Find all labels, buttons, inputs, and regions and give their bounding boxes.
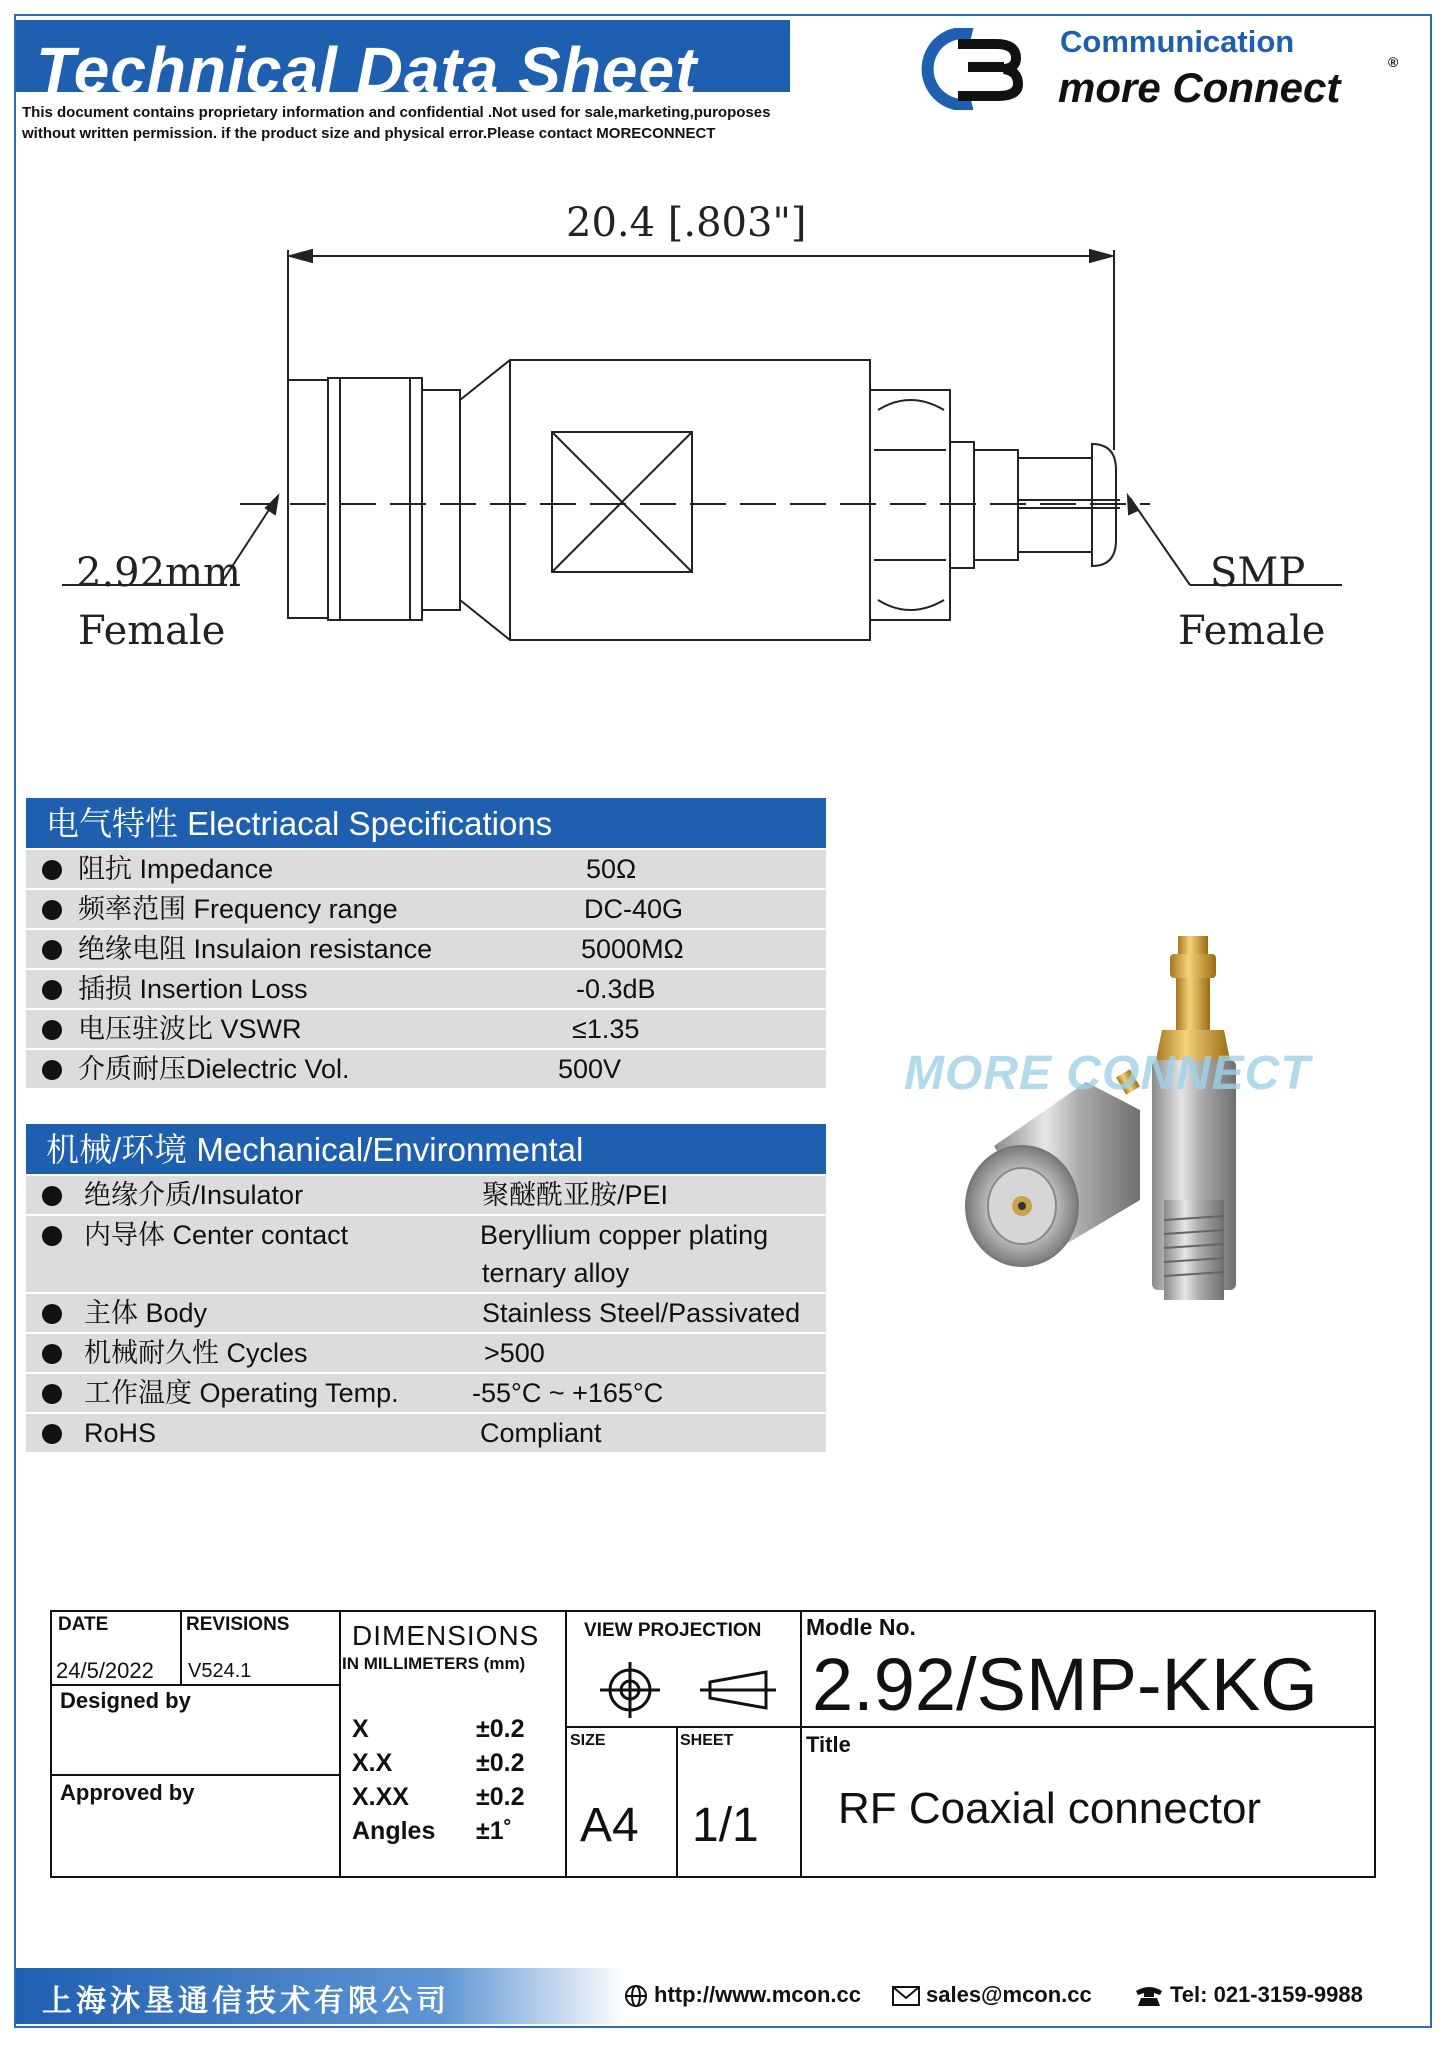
spec-value: -55°C ~ +165°C [472, 1378, 664, 1408]
spec-value: 5000MΩ [581, 934, 684, 964]
bullet-icon [42, 900, 62, 920]
tolerance-value: ±0.2 [476, 1715, 525, 1743]
revisions-label: REVISIONS [186, 1614, 290, 1635]
revisions-value: V524.1 [188, 1660, 252, 1682]
spec-row [26, 850, 826, 888]
overall-length-dimension: 20.4 [.803"] [566, 200, 807, 246]
product-photo [890, 900, 1360, 1330]
bullet-icon [42, 1344, 62, 1364]
watermark: MORE CONNECT [904, 1047, 1311, 1100]
spec-value: Beryllium copper plating [480, 1220, 769, 1250]
left-connector-type: 2.92mm [76, 550, 241, 596]
designed-by-label: Designed by [60, 1688, 191, 1713]
spec-label: 机械耐久性 Cycles [84, 1338, 308, 1368]
sheet-label: SHEET [680, 1732, 734, 1749]
tolerance-key: Angles [352, 1817, 436, 1845]
footer [16, 1968, 1430, 2024]
bullet-icon [42, 1060, 62, 1080]
right-connector-gender: Female [1178, 608, 1326, 654]
bullet-icon [42, 860, 62, 880]
spec-row [26, 1374, 826, 1412]
phone-number [1134, 1982, 1363, 2008]
spec-row [26, 1216, 826, 1292]
spec-label: 电压驻波比 VSWR [78, 1014, 302, 1044]
spec-label: 绝缘电阻 Insulaion resistance [78, 934, 433, 964]
bullet-icon [42, 980, 62, 1000]
spec-value: 50Ω [586, 854, 637, 884]
model-label: Modle No. [806, 1614, 916, 1640]
disclaimer-line-1: This document contains proprietary information and confidential .Not used for sale,marketing,puroposes [22, 104, 771, 121]
spec-label: 绝缘介质/Insulator [84, 1180, 304, 1210]
disclaimer [22, 102, 770, 144]
model-number: 2.92/SMP-KKG [812, 1643, 1318, 1726]
electrical-heading: 电气特性 Electriacal Specifications [26, 798, 826, 848]
bullet-icon [42, 1384, 62, 1404]
spec-label: 频率范围 Frequency range [78, 894, 398, 924]
approved-by-label: Approved by [60, 1780, 195, 1805]
company-name: 上海沐垦通信技术有限公司 [42, 1985, 450, 2018]
spec-value: 聚醚酰亚胺/PEI [482, 1180, 669, 1210]
disclaimer-line-2: without written permission. if the product size and physical error.Please contact MORECONNECT [22, 125, 716, 142]
left-connector-gender: Female [78, 608, 226, 654]
spec-label: 阻抗 Impedance [78, 854, 274, 884]
right-connector-type: SMP [1210, 550, 1306, 596]
spec-row [26, 1176, 826, 1214]
phone-icon [1134, 1985, 1164, 2007]
title-value: RF Coaxial connector [838, 1784, 1262, 1833]
title-band [16, 20, 790, 106]
tolerance-keys [352, 1712, 435, 1848]
electrical-spec-table [26, 798, 826, 1088]
mc-logo-icon [918, 28, 1024, 110]
mechanical-heading: 机械/环境 Mechanical/Environmental [26, 1124, 826, 1174]
bullet-icon [42, 1424, 62, 1444]
third-angle-projection-icon [582, 1656, 782, 1720]
bullet-icon [42, 940, 62, 960]
bullet-icon [42, 1186, 62, 1206]
website-text[interactable]: http://www.mcon.cc [654, 1982, 861, 2007]
title-label: Title [806, 1732, 851, 1757]
mechanical-spec-table [26, 1124, 826, 1452]
spec-row [26, 970, 826, 1008]
tolerance-value: ±1˚ [476, 1817, 512, 1845]
spec-label: 插损 Insertion Loss [78, 974, 308, 1004]
tolerance-values [476, 1712, 524, 1848]
spec-row [26, 890, 826, 928]
tolerance-key: X [352, 1715, 369, 1743]
spec-value: 500V [558, 1054, 622, 1084]
bullet-icon [42, 1020, 62, 1040]
brand-line-2: more Connect [1058, 64, 1341, 111]
footer-band [16, 1968, 626, 2024]
dimensions-unit: IN MILLIMETERS (mm) [342, 1654, 526, 1673]
spec-label: 主体 Body [84, 1298, 208, 1328]
spec-row [26, 1414, 826, 1452]
size-label: SIZE [570, 1732, 606, 1749]
sheet-value: 1/1 [692, 1799, 759, 1852]
email-link[interactable] [892, 1982, 1092, 2008]
email-text[interactable]: sales@mcon.cc [926, 1982, 1092, 2007]
spec-row [26, 1334, 826, 1372]
spec-value: -0.3dB [576, 974, 656, 1004]
bullet-icon [42, 1304, 62, 1324]
spec-label: 介质耐压Dielectric Vol. [78, 1054, 350, 1084]
tolerance-value: ±0.2 [476, 1783, 525, 1811]
spec-value: ≤1.35 [572, 1014, 640, 1044]
spec-value: >500 [484, 1338, 545, 1368]
spec-label: 工作温度 Operating Temp. [84, 1378, 399, 1408]
spec-value: Compliant [480, 1418, 602, 1448]
spec-row [26, 1294, 826, 1332]
phone-text: Tel: 021-3159-9988 [1170, 1982, 1363, 2007]
view-projection-label: VIEW PROJECTION [584, 1620, 762, 1641]
document-title: Technical Data Sheet [36, 34, 698, 106]
tolerance-key: X.X [352, 1749, 393, 1777]
date-value: 24/5/2022 [56, 1658, 154, 1683]
spec-row [26, 1050, 826, 1088]
spec-value: DC-40G [584, 894, 684, 924]
tolerance-value: ±0.2 [476, 1749, 525, 1777]
bullet-icon [42, 1226, 62, 1246]
tolerance-key: X.XX [352, 1783, 409, 1811]
spec-row [26, 1010, 826, 1048]
globe-icon [624, 1984, 648, 2008]
mail-icon [892, 1985, 920, 2007]
dimensions-label: DIMENSIONS [352, 1620, 540, 1651]
spec-value: ternary alloy [482, 1258, 630, 1288]
spec-value: Stainless Steel/Passivated [482, 1298, 801, 1328]
spec-row [26, 930, 826, 968]
brand-line-1: Communication [1060, 24, 1295, 59]
website-link[interactable] [624, 1982, 861, 2008]
title-block [50, 1610, 1376, 1878]
registered-mark: ® [1388, 54, 1399, 70]
date-label: DATE [58, 1614, 109, 1635]
spec-label: 内导体 Center contact [84, 1220, 349, 1250]
size-value: A4 [580, 1799, 639, 1852]
spec-label: RoHS [84, 1418, 157, 1448]
